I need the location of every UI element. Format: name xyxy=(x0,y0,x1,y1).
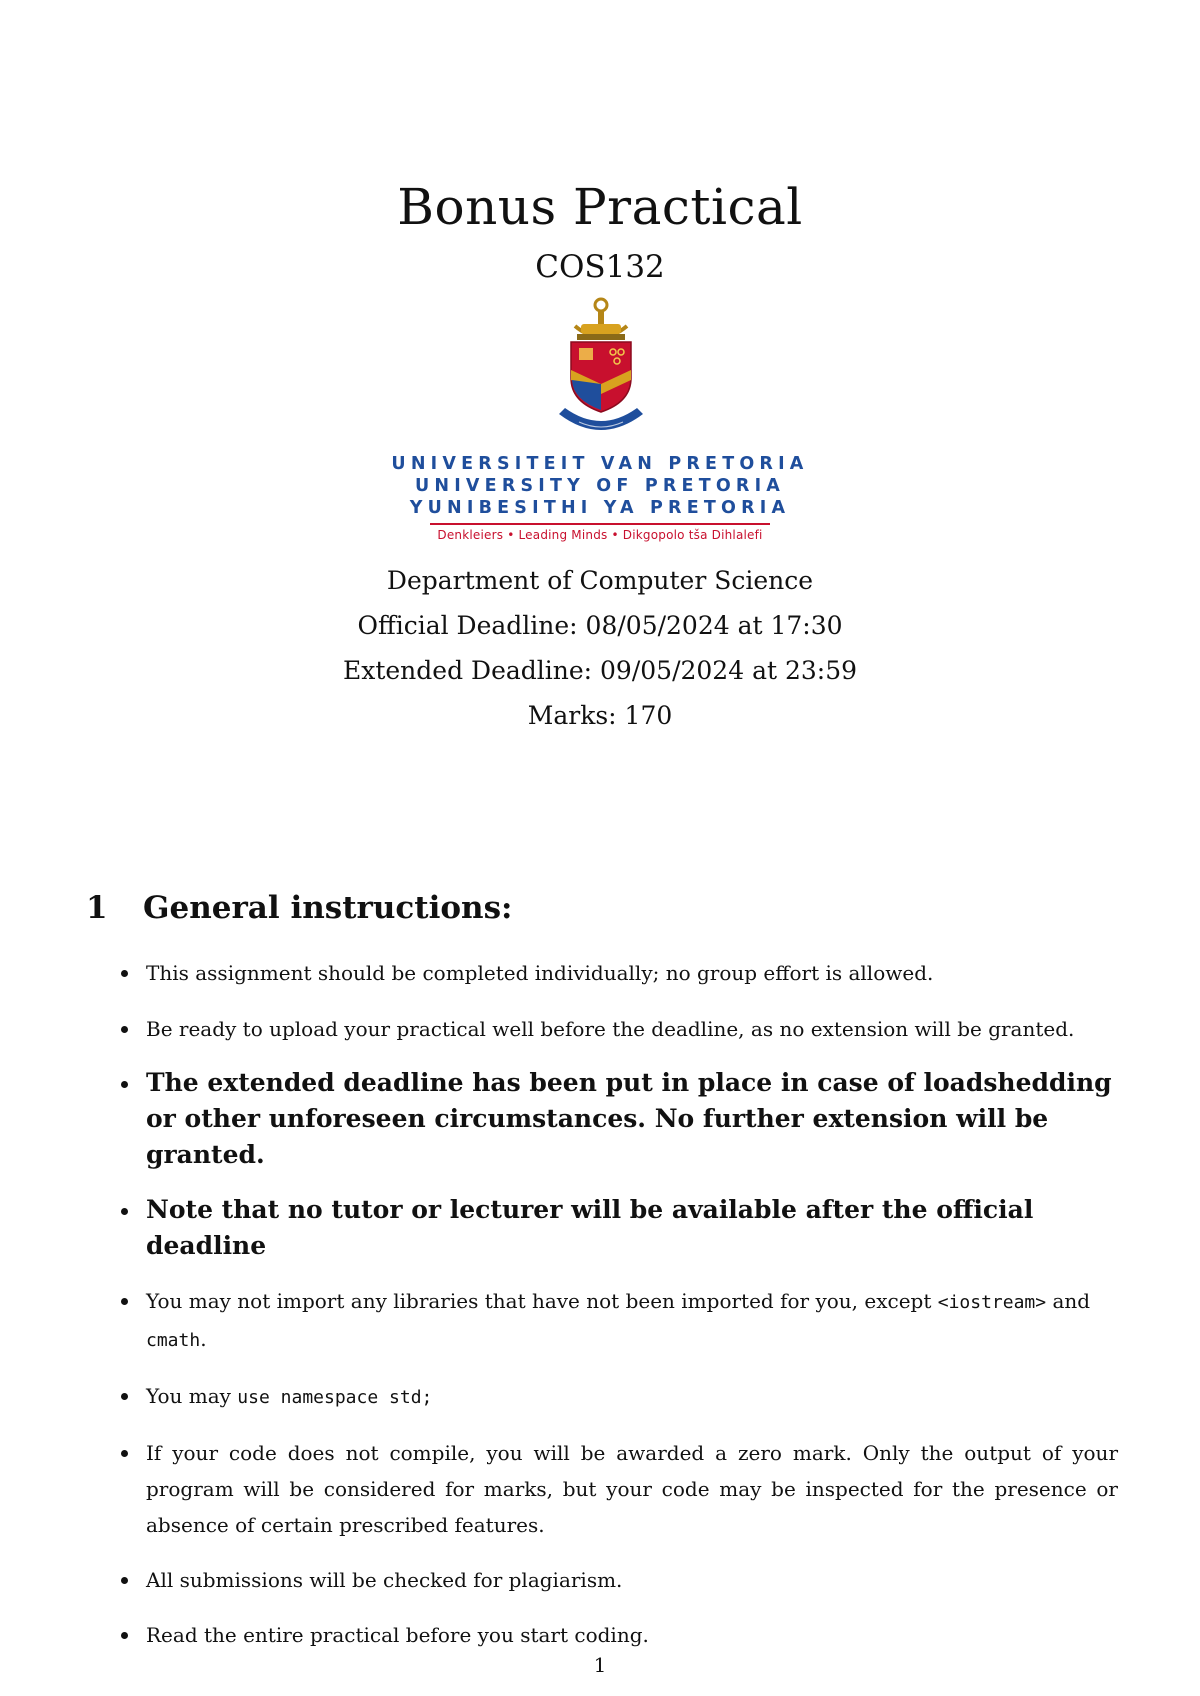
official-deadline: Official Deadline: 08/05/2024 at 17:30 xyxy=(357,611,843,640)
list-item xyxy=(118,1617,1118,1653)
university-motto: Denkleiers • Leading Minds • Dikgopolo tša Dihlalefi xyxy=(437,528,763,542)
section-title: General instructions: xyxy=(143,890,513,926)
list-item xyxy=(118,1011,1118,1047)
page-number: 1 xyxy=(593,1653,607,1677)
bullet-icon xyxy=(121,1026,128,1033)
inline-code: cmath xyxy=(146,1330,201,1351)
list-item-text: This assignment should be completed individually; no group effort is allowed. xyxy=(146,961,934,985)
university-name-afrikaans: UNIVERSITEIT VAN PRETORIA xyxy=(391,454,809,474)
university-name-sepedi: YUNIBESITHI YA PRETORIA xyxy=(409,498,791,518)
inline-code: <iostream> xyxy=(937,1292,1047,1313)
bullet-icon xyxy=(121,1081,128,1088)
list-item-text-part: You may not import any libraries that have not been imported for you, except xyxy=(146,1289,938,1313)
bullet-icon xyxy=(121,1208,128,1215)
list-item-text: If your code does not compile, you will be awarded a zero mark. Only the output of your program will be considered for marks, but your code may be inspected for the presence or absence of certain prescribed features. xyxy=(146,1441,1118,1537)
list-item-text-part: and xyxy=(1046,1289,1091,1313)
list-item xyxy=(118,955,1118,991)
list-item xyxy=(118,1435,1118,1543)
bullet-icon xyxy=(121,1450,128,1457)
course-code: COS132 xyxy=(535,249,665,285)
university-name-block xyxy=(0,453,1200,542)
list-item-text: Read the entire practical before you start coding. xyxy=(146,1623,649,1647)
extended-deadline: Extended Deadline: 09/05/2024 at 23:59 xyxy=(342,656,858,685)
section-heading xyxy=(86,890,513,926)
bullet-icon xyxy=(121,1577,128,1584)
list-item xyxy=(118,1283,1118,1359)
list-item xyxy=(118,1562,1118,1598)
list-item-text: All submissions will be checked for plagiarism. xyxy=(146,1568,623,1592)
list-item xyxy=(118,1065,1118,1173)
document-title: Bonus Practical xyxy=(397,178,803,236)
list-item xyxy=(118,1378,1118,1416)
list-item-text: The extended deadline has been put in place in case of loadshedding or other unforeseen circumstances. No further extension will be granted. xyxy=(146,1068,1112,1169)
list-item-text: Note that no tutor or lecturer will be available after the official deadline xyxy=(146,1195,1034,1260)
university-crest-icon xyxy=(553,296,649,442)
bullet-icon xyxy=(121,970,128,977)
inline-code: use namespace std; xyxy=(237,1387,433,1408)
document-meta xyxy=(0,558,1200,738)
section-number: 1 xyxy=(86,890,108,926)
instructions-list xyxy=(118,955,1118,1653)
bullet-icon xyxy=(121,1393,128,1400)
bullet-icon xyxy=(121,1632,128,1639)
department: Department of Computer Science xyxy=(386,566,814,595)
marks: Marks: 170 xyxy=(527,701,673,730)
list-item xyxy=(118,1192,1118,1264)
title-block xyxy=(0,180,1200,285)
list-item-text-part: . xyxy=(200,1327,207,1351)
bullet-icon xyxy=(121,1298,128,1305)
list-item-text: Be ready to upload your practical well before the deadline, as no extension will be granted. xyxy=(146,1017,1075,1041)
list-item-text-part: You may xyxy=(146,1384,238,1408)
university-name-english: UNIVERSITY OF PRETORIA xyxy=(414,476,786,496)
university-divider xyxy=(430,523,770,525)
